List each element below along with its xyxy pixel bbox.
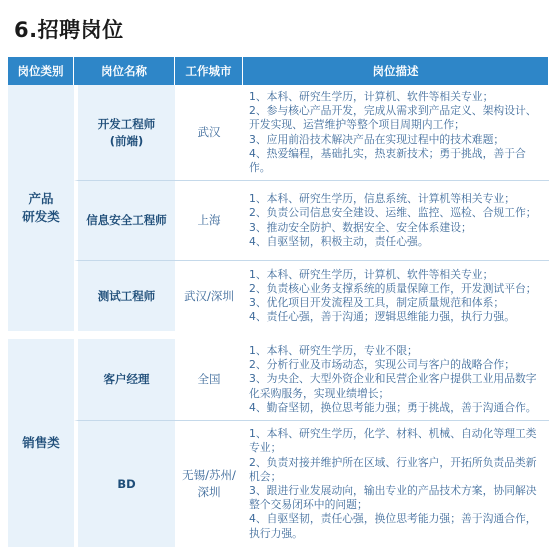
category-rd: 产品 研发类 (8, 85, 74, 331)
job-name: 测试工程师 (74, 261, 175, 331)
job-city: 全国 (175, 339, 243, 421)
job-description (243, 261, 549, 331)
job-city: 武汉/深圳 (184, 288, 234, 303)
job-name: 开发工程师 (前端) (74, 85, 175, 181)
header-city: 工作城市 (175, 57, 243, 85)
description-item: 2、负责对接并维护所在区域、行业客户，开拓所负责品类新机会； (249, 455, 537, 483)
description-item: 2、参与核心产品开发，完成从需求到产品定义、架构设计、开发实现、运营维护等整个项目周期内工作； (249, 104, 537, 132)
description-item: 1、本科、研究生学历，专业不限； (249, 343, 418, 357)
job-description (243, 85, 549, 181)
description-item: 1、本科、研究生学历，计算机、软件等相关专业； (249, 89, 494, 103)
description-item: 3、应用前沿技术解决产品在实现过程中的技术难题； (249, 132, 505, 146)
description-item: 4、勤奋坚韧，换位思考能力强；勇于挑战，善于沟通合作。 (249, 400, 537, 414)
page-title: 6.招聘岗位 (14, 18, 124, 42)
job-city: 无锡/苏州/ 深圳 (182, 468, 236, 499)
header-job-name: 岗位名称 (74, 57, 175, 85)
category-divider (8, 331, 549, 339)
job-name: 信息安全工程师 (74, 181, 175, 261)
job-city: 武汉 (175, 85, 243, 181)
header-category: 岗位类别 (8, 57, 74, 85)
description-item: 2、负责公司信息安全建设、运维、监控、巡检、合规工作； (249, 206, 537, 220)
description-item: 4、自驱坚韧，积极主动，责任心强。 (249, 234, 429, 248)
job-description (243, 421, 549, 547)
description-item: 1、本科、研究生学历，化学、材料、机械、自动化等理工类专业； (249, 427, 537, 455)
description-item: 3、优化项目开发流程及工具，制定质量规范和体系； (249, 296, 505, 309)
category-sales: 销售类 (8, 339, 74, 547)
description-item: 4、自驱坚韧，责任心强，换位思考能力强；善于沟通合作，执行力强。 (249, 512, 537, 540)
job-name: 客户经理 (74, 339, 175, 421)
jobs-table (8, 57, 549, 547)
description-item: 2、分析行业及市场动态，实现公司与客户的战略合作； (249, 358, 515, 372)
job-city: 上海 (175, 181, 243, 261)
description-item: 3、为央企、大型外资企业和民营企业客户提供工业用品数字化采购服务，实现业绩增长； (249, 372, 537, 400)
description-item: 2、负责核心业务支撑系统的质量保障工作，开发测试平台； (249, 281, 537, 295)
description-item: 1、本科、研究生学历，信息系统、计算机等相关专业； (249, 192, 515, 206)
job-description (243, 181, 549, 261)
description-item: 4、热爱编程，基础扎实，热衷新技术；勇于挑战，善于合作。 (249, 146, 526, 174)
header-description: 岗位描述 (243, 57, 549, 85)
job-description (243, 339, 549, 421)
description-item: 4、责任心强，善于沟通；逻辑思维能力强，执行力强。 (249, 310, 515, 324)
description-item: 1、本科、研究生学历，计算机、软件等相关专业； (249, 267, 494, 281)
job-name: BD (74, 421, 175, 547)
description-item: 3、推动安全防护、数据安全、安全体系建设； (249, 220, 472, 234)
description-item: 3、跟进行业发展动向，输出专业的产品技术方案，协同解决整个交易闭环中的问题； (249, 484, 537, 512)
